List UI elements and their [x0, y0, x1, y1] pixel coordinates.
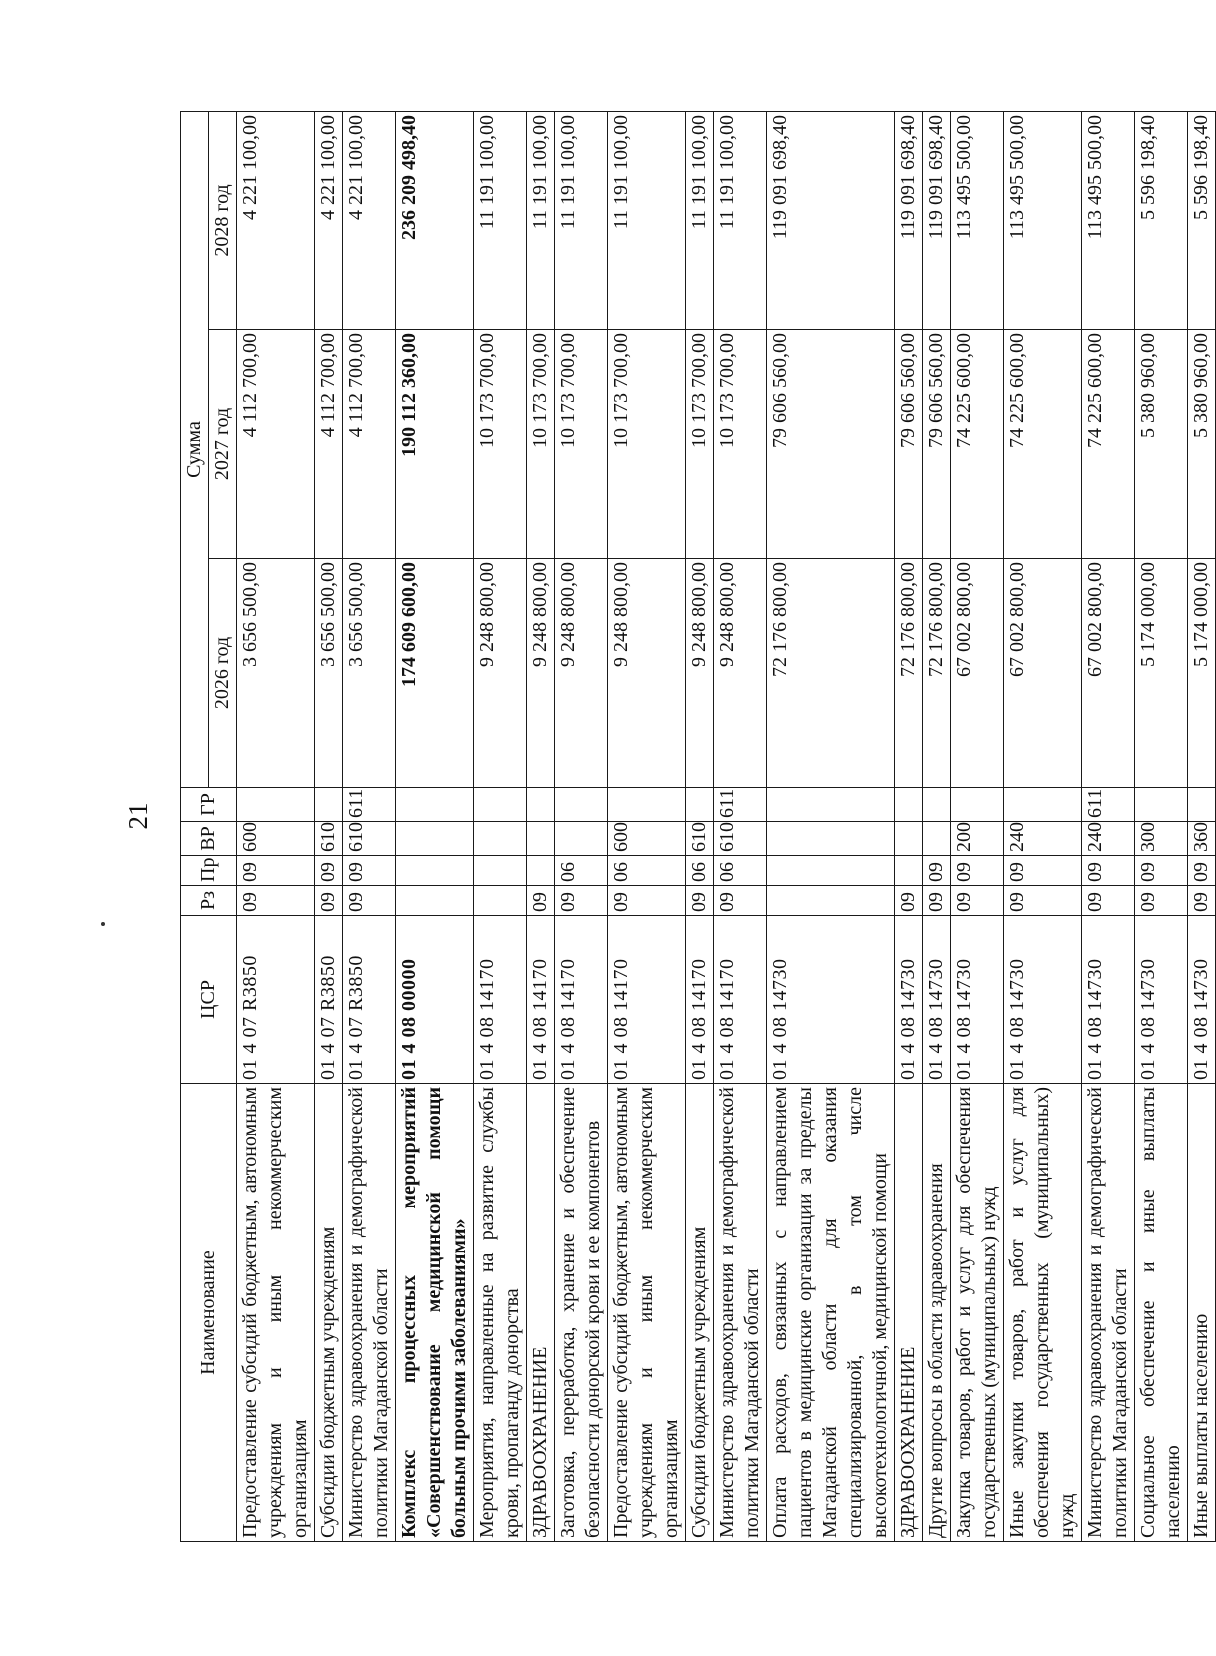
rotated-page-content: [180, 112, 1212, 1542]
row-amount-2026: 67 002 800,00: [1004, 559, 1082, 788]
row-vr: [555, 822, 608, 856]
row-pr: 09: [237, 856, 315, 886]
row-amount-2027: 74 225 600,00: [1082, 330, 1135, 559]
row-name: Социальное обеспечение и иные выплаты населению: [1135, 1084, 1188, 1542]
row-amount-2026: 9 248 800,00: [686, 559, 714, 788]
row-amount-2027: 5 380 960,00: [1188, 330, 1216, 559]
row-name: Оплата расходов, связанных с направлением пациентов в медицинские организации за пределы Магаданской области для оказания специализированной, в том числе высокотехнологичной, медицинской помощи: [767, 1084, 895, 1542]
row-amount-2028: 4 221 100,00: [343, 111, 396, 329]
table-row: [951, 111, 1004, 1541]
row-name: Заготовка, переработка, хранение и обеспечение безопасности донорской крови и ее компонентов: [555, 1084, 608, 1542]
row-csr: 01 4 08 00000: [396, 916, 474, 1084]
row-csr: 01 4 08 14170: [608, 916, 686, 1084]
row-amount-2028: 5 596 198,40: [1135, 111, 1188, 329]
row-csr: 01 4 08 14730: [1082, 916, 1135, 1084]
row-gr: 611: [1082, 788, 1135, 822]
row-name: Министерство здравоохранения и демографической политики Магаданской области: [343, 1084, 396, 1542]
row-pr: 09: [1082, 856, 1135, 886]
header-year-2027: 2027 год: [209, 330, 237, 559]
row-csr: 01 4 07 R3850: [343, 916, 396, 1084]
row-amount-2028: 119 091 698,40: [895, 111, 923, 329]
row-amount-2028: 5 596 198,40: [1188, 111, 1216, 329]
row-gr: [1135, 788, 1188, 822]
header-csr: ЦСР: [181, 916, 237, 1084]
row-amount-2028: 4 221 100,00: [315, 111, 343, 329]
row-name: Иные закупки товаров, работ и услуг для обеспечения государственных (муниципальных) нужд: [1004, 1084, 1082, 1542]
row-name: Мероприятия, направленные на развитие службы крови, пропаганду донорства: [474, 1084, 527, 1542]
table-row: [767, 111, 895, 1541]
row-vr: 600: [608, 822, 686, 856]
row-amount-2026: 3 656 500,00: [237, 559, 315, 788]
row-gr: [237, 788, 315, 822]
row-vr: [767, 822, 895, 856]
row-amount-2027: 4 112 700,00: [237, 330, 315, 559]
row-gr: [527, 788, 555, 822]
row-csr: 01 4 08 14170: [474, 916, 527, 1084]
header-vr: ВР: [181, 822, 237, 856]
row-amount-2027: 74 225 600,00: [1004, 330, 1082, 559]
row-pr: 06: [686, 856, 714, 886]
row-pr: 09: [1004, 856, 1082, 886]
row-gr: [474, 788, 527, 822]
row-csr: 01 4 08 14730: [1004, 916, 1082, 1084]
row-amount-2027: 79 606 560,00: [923, 330, 951, 559]
row-amount-2028: 11 191 100,00: [527, 111, 555, 329]
table-row: [608, 111, 686, 1541]
row-pr: 06: [555, 856, 608, 886]
row-amount-2027: 10 173 700,00: [608, 330, 686, 559]
header-sum: Сумма: [181, 111, 209, 787]
header-rz: Рз: [181, 886, 237, 916]
row-pr: 09: [1135, 856, 1188, 886]
row-csr: 01 4 08 14170: [714, 916, 767, 1084]
row-csr: 01 4 08 14170: [527, 916, 555, 1084]
row-gr: [767, 788, 895, 822]
row-vr: [396, 822, 474, 856]
table-row: [895, 111, 923, 1541]
row-amount-2026: 9 248 800,00: [555, 559, 608, 788]
row-amount-2028: 11 191 100,00: [608, 111, 686, 329]
row-gr: [923, 788, 951, 822]
row-csr: 01 4 08 14730: [895, 916, 923, 1084]
row-pr: [474, 856, 527, 886]
table-row: [474, 111, 527, 1541]
table-row: [315, 111, 343, 1541]
row-amount-2028: 11 191 100,00: [686, 111, 714, 329]
row-csr: 01 4 07 R3850: [315, 916, 343, 1084]
row-amount-2028: 236 209 498,40: [396, 111, 474, 329]
table-row: [396, 111, 474, 1541]
table-row: [237, 111, 315, 1541]
table-row: [1135, 111, 1188, 1541]
table-row: [555, 111, 608, 1541]
row-amount-2028: 113 495 500,00: [951, 111, 1004, 329]
row-pr: 09: [343, 856, 396, 886]
table-row: [923, 111, 951, 1541]
row-amount-2027: 10 173 700,00: [474, 330, 527, 559]
row-amount-2028: 11 191 100,00: [474, 111, 527, 329]
row-name: Предоставление субсидий бюджетным, автономным учреждениям и иным некоммерческим организациям: [237, 1084, 315, 1542]
row-amount-2028: 4 221 100,00: [237, 111, 315, 329]
row-rz: 09: [555, 886, 608, 916]
row-amount-2027: 10 173 700,00: [527, 330, 555, 559]
row-gr: [686, 788, 714, 822]
row-name: Предоставление субсидий бюджетным, автономным учреждениям и иным некоммерческим организациям: [608, 1084, 686, 1542]
row-amount-2027: 4 112 700,00: [343, 330, 396, 559]
row-gr: [608, 788, 686, 822]
row-csr: 01 4 08 14170: [555, 916, 608, 1084]
row-csr: 01 4 08 14730: [767, 916, 895, 1084]
row-name: ЗДРАВООХРАНЕНИЕ: [527, 1084, 555, 1542]
row-amount-2026: 67 002 800,00: [1082, 559, 1135, 788]
row-amount-2028: 11 191 100,00: [555, 111, 608, 329]
header-pr: Пр: [181, 856, 237, 886]
row-rz: 09: [1135, 886, 1188, 916]
row-rz: 09: [1004, 886, 1082, 916]
row-amount-2027: 10 173 700,00: [714, 330, 767, 559]
row-amount-2026: 72 176 800,00: [895, 559, 923, 788]
row-amount-2026: 67 002 800,00: [951, 559, 1004, 788]
row-amount-2026: 9 248 800,00: [527, 559, 555, 788]
row-amount-2026: 5 174 000,00: [1188, 559, 1216, 788]
row-vr: 610: [343, 822, 396, 856]
row-rz: 09: [343, 886, 396, 916]
row-vr: 360: [1188, 822, 1216, 856]
table-row: [686, 111, 714, 1541]
row-pr: 06: [608, 856, 686, 886]
row-gr: [951, 788, 1004, 822]
row-rz: 09: [237, 886, 315, 916]
row-rz: 09: [1188, 886, 1216, 916]
row-amount-2026: 72 176 800,00: [767, 559, 895, 788]
table-row: [527, 111, 555, 1541]
table-body: [237, 111, 1216, 1541]
row-rz: [474, 886, 527, 916]
row-vr: 200: [951, 822, 1004, 856]
row-amount-2028: 113 495 500,00: [1004, 111, 1082, 329]
row-name: Субсидии бюджетным учреждениям: [686, 1084, 714, 1542]
row-name: Другие вопросы в области здравоохранения: [923, 1084, 951, 1542]
row-amount-2027: 79 606 560,00: [895, 330, 923, 559]
row-pr: 09: [951, 856, 1004, 886]
row-amount-2027: 79 606 560,00: [767, 330, 895, 559]
table-row: [343, 111, 396, 1541]
row-rz: 09: [714, 886, 767, 916]
row-rz: 09: [527, 886, 555, 916]
row-vr: 610: [315, 822, 343, 856]
row-gr: 611: [343, 788, 396, 822]
row-csr: 01 4 07 R3850: [237, 916, 315, 1084]
table-row: [1188, 111, 1216, 1541]
row-rz: 09: [951, 886, 1004, 916]
row-amount-2026: 3 656 500,00: [343, 559, 396, 788]
row-amount-2026: 3 656 500,00: [315, 559, 343, 788]
row-vr: [527, 822, 555, 856]
row-amount-2027: 10 173 700,00: [686, 330, 714, 559]
row-pr: 09: [315, 856, 343, 886]
table-row: [1004, 111, 1082, 1541]
row-csr: 01 4 08 14730: [951, 916, 1004, 1084]
row-amount-2026: 9 248 800,00: [608, 559, 686, 788]
row-pr: [895, 856, 923, 886]
header-year-2026: 2026 год: [209, 559, 237, 788]
row-gr: [315, 788, 343, 822]
row-csr: 01 4 08 14730: [923, 916, 951, 1084]
row-amount-2027: 74 225 600,00: [951, 330, 1004, 559]
header-gr: ГР: [181, 788, 237, 822]
budget-table: [180, 111, 1216, 1542]
row-gr: [895, 788, 923, 822]
row-pr: 09: [1188, 856, 1216, 886]
row-vr: 610: [686, 822, 714, 856]
header-year-2028: 2028 год: [209, 111, 237, 329]
row-amount-2026: 9 248 800,00: [714, 559, 767, 788]
row-name: Министерство здравоохранения и демографической политики Магаданской области: [714, 1084, 767, 1542]
row-vr: 610: [714, 822, 767, 856]
row-rz: [767, 886, 895, 916]
row-vr: 300: [1135, 822, 1188, 856]
row-rz: [396, 886, 474, 916]
row-vr: 240: [1082, 822, 1135, 856]
row-name: Иные выплаты населению: [1188, 1084, 1216, 1542]
row-csr: 01 4 08 14730: [1188, 916, 1216, 1084]
row-vr: 240: [1004, 822, 1082, 856]
row-pr: [527, 856, 555, 886]
row-amount-2028: 11 191 100,00: [714, 111, 767, 329]
row-amount-2026: 72 176 800,00: [923, 559, 951, 788]
row-rz: 09: [1082, 886, 1135, 916]
row-pr: [767, 856, 895, 886]
row-rz: 09: [608, 886, 686, 916]
row-gr: [1004, 788, 1082, 822]
row-vr: [895, 822, 923, 856]
row-name: Закупка товаров, работ и услуг для обеспечения государственных (муниципальных) нужд: [951, 1084, 1004, 1542]
row-amount-2028: 119 091 698,40: [923, 111, 951, 329]
table-row: [714, 111, 767, 1541]
scan-speck: [101, 922, 105, 926]
row-amount-2027: 10 173 700,00: [555, 330, 608, 559]
row-vr: 600: [237, 822, 315, 856]
row-pr: 09: [923, 856, 951, 886]
row-csr: 01 4 08 14170: [686, 916, 714, 1084]
row-gr: [1188, 788, 1216, 822]
header-name: Наименование: [181, 1084, 237, 1542]
row-rz: 09: [315, 886, 343, 916]
table-row: [1082, 111, 1135, 1541]
row-name: Министерство здравоохранения и демографической политики Магаданской области: [1082, 1084, 1135, 1542]
row-gr: [555, 788, 608, 822]
row-amount-2027: 4 112 700,00: [315, 330, 343, 559]
row-pr: 06: [714, 856, 767, 886]
row-amount-2026: 174 609 600,00: [396, 559, 474, 788]
row-rz: 09: [686, 886, 714, 916]
row-gr: 611: [714, 788, 767, 822]
row-name: ЗДРАВООХРАНЕНИЕ: [895, 1084, 923, 1542]
row-amount-2026: 5 174 000,00: [1135, 559, 1188, 788]
row-amount-2027: 5 380 960,00: [1135, 330, 1188, 559]
row-amount-2026: 9 248 800,00: [474, 559, 527, 788]
row-vr: [923, 822, 951, 856]
row-amount-2027: 190 112 360,00: [396, 330, 474, 559]
page-number: 21: [123, 802, 153, 830]
row-name: Комплекс процессных мероприятий «Совершенствование медицинской помощи больным прочими заболеваниями»: [396, 1084, 474, 1542]
row-vr: [474, 822, 527, 856]
row-gr: [396, 788, 474, 822]
row-name: Субсидии бюджетным учреждениям: [315, 1084, 343, 1542]
row-rz: 09: [895, 886, 923, 916]
row-csr: 01 4 08 14730: [1135, 916, 1188, 1084]
row-rz: 09: [923, 886, 951, 916]
row-amount-2028: 113 495 500,00: [1082, 111, 1135, 329]
row-amount-2028: 119 091 698,40: [767, 111, 895, 329]
row-pr: [396, 856, 474, 886]
